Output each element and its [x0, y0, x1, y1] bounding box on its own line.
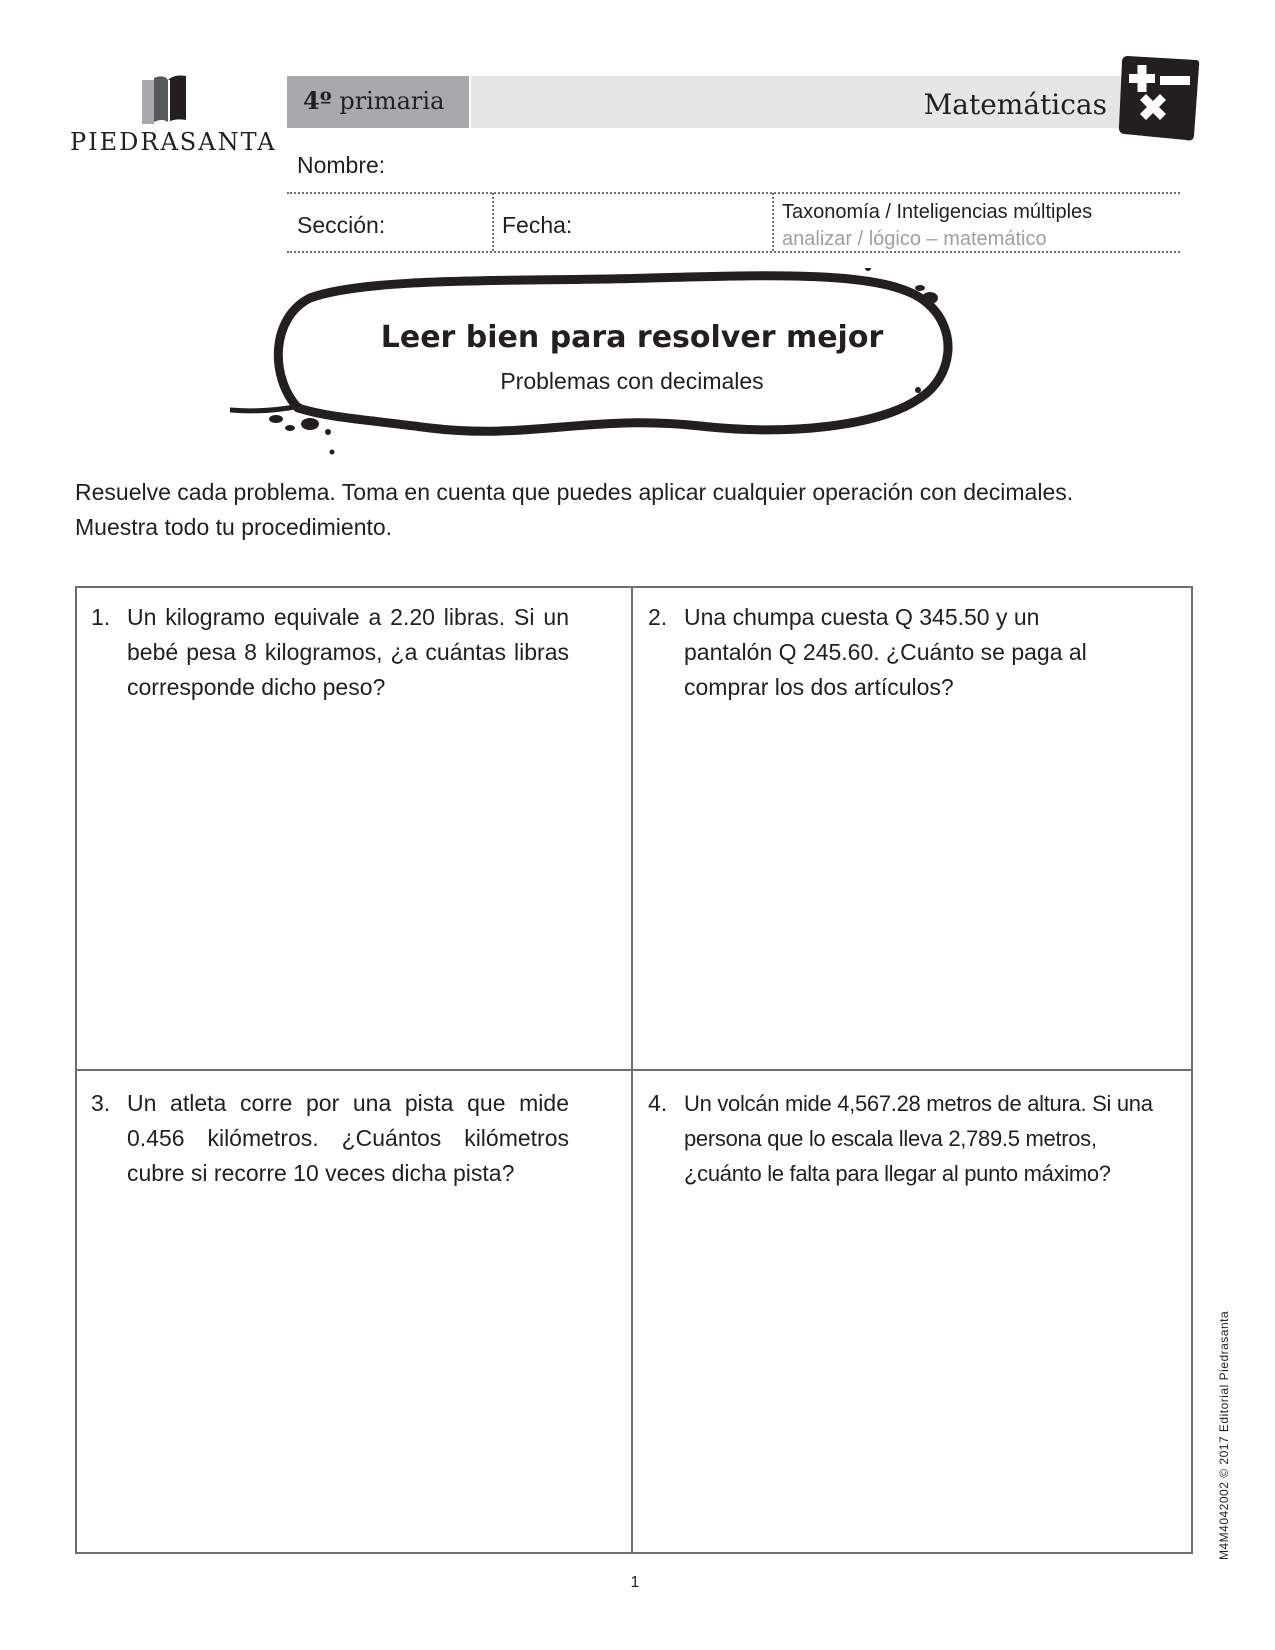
- problem-1: [91, 600, 571, 705]
- name-line: [287, 192, 1180, 194]
- copyright-code: M4M4042002 © 2017 Editorial Piedrasanta: [1217, 1310, 1231, 1560]
- problem-3: [91, 1086, 571, 1191]
- logo-text: PIEDRASANTA: [70, 128, 277, 156]
- activity-title: Leer bien para resolver mejor: [380, 320, 884, 355]
- section-line: [287, 251, 1180, 253]
- taxonomy-values: analizar / lógico – matemático: [782, 228, 1047, 250]
- plus-minus-times-icon: [1118, 54, 1200, 142]
- grade-number: 4º: [303, 86, 332, 115]
- problem-number: 3.: [91, 1090, 111, 1116]
- taxonomy-title: Taxonomía / Inteligencias múltiples: [782, 201, 1093, 223]
- problem-text: Un volcán mide 4,567.28 metros de altura. Si una persona que lo escala lleva 2,789.5 metros, ¿cuánto le falta para llegar al punto máximo?: [684, 1091, 1153, 1186]
- problem-text: Un atleta corre por una pista que mide 0.456 kilómetros. ¿Cuántos kilómetros cubre si recorre 10 veces dicha pista?: [127, 1090, 569, 1186]
- page-number: 1: [630, 1574, 640, 1591]
- section-label: Sección:: [297, 212, 386, 238]
- grade-tab: [287, 76, 471, 128]
- problem-4: [648, 1086, 1153, 1191]
- name-label: Nombre:: [297, 152, 386, 178]
- problem-text: Un kilogramo equivale a 2.20 libras. Si un bebé pesa 8 kilogramos, ¿a cuántas libras corresponde dicho peso?: [127, 604, 569, 700]
- problem-2: [648, 600, 1128, 705]
- grade-label: [303, 86, 444, 115]
- book-logo-icon: [142, 74, 192, 126]
- instructions-line-1: Resuelve cada problema. Toma en cuenta que puedes aplicar cualquier operación con decimales.: [75, 479, 1074, 505]
- grid-horizontal-divider: [75, 1069, 1193, 1071]
- problem-number: 4.: [648, 1090, 668, 1116]
- publisher-logo: [70, 74, 277, 164]
- subject-title: Matemáticas: [923, 88, 1107, 121]
- instructions: [75, 475, 1195, 545]
- problem-number: 2.: [648, 604, 668, 630]
- section-divider: [492, 193, 494, 251]
- date-label: Fecha:: [502, 212, 573, 238]
- instructions-line-2: Muestra todo tu procedimiento.: [75, 514, 393, 540]
- problem-number: 1.: [91, 604, 111, 630]
- date-divider: [772, 193, 774, 251]
- speech-bubble: [230, 268, 990, 458]
- activity-subtitle: Problemas con decimales: [500, 368, 764, 394]
- grade-level: primaria: [339, 87, 445, 115]
- problem-text: Una chumpa cuesta Q 345.50 y un pantalón Q 245.60. ¿Cuánto se paga al comprar los dos artículos?: [684, 604, 1087, 700]
